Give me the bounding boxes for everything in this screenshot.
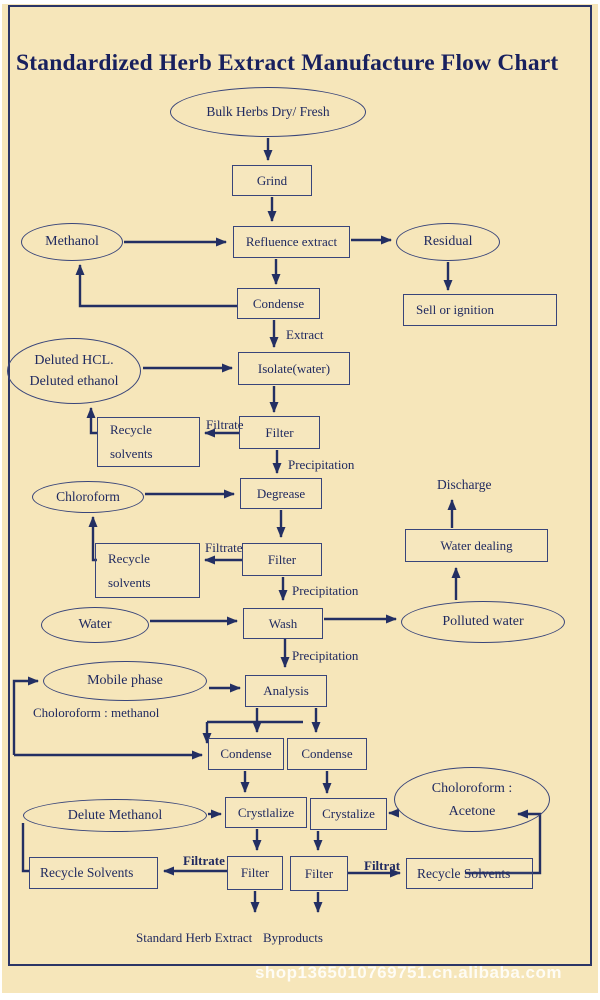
node-condense-right xyxy=(287,738,367,770)
node-condense-right-label: Condense xyxy=(301,746,353,761)
node-isolate-water-label: Isolate(water) xyxy=(257,360,331,376)
node-filter-2 xyxy=(242,543,322,576)
node-recycle-solvents-right-label: Recycle Solvents xyxy=(417,865,511,881)
node-condense-left xyxy=(208,738,284,770)
node-crystalize-right xyxy=(310,798,387,830)
node-recycle-solvents-1-line1: Recycle xyxy=(110,422,152,437)
node-grind-label: Grind xyxy=(256,172,288,188)
node-mobile-phase-note: Choloroform : methanol xyxy=(33,705,160,720)
node-recycle-solvents-2-line1: Recycle xyxy=(108,550,150,566)
node-residual xyxy=(396,223,500,261)
node-deluted-hcl-ethanol xyxy=(7,338,141,404)
node-filter-1-label: Filter xyxy=(265,424,294,440)
node-condense-1 xyxy=(237,288,320,319)
edge-label-filtrate-1: Filtrate xyxy=(206,417,244,432)
edge-label-extract: Extract xyxy=(286,327,324,342)
node-polluted-water-label: Polluted water xyxy=(442,614,524,629)
node-residual-label: Residual xyxy=(423,234,473,249)
node-recycle-solvents-2-line2: solvents xyxy=(108,574,151,590)
node-water-label: Water xyxy=(78,617,112,632)
node-degrease-label: Degrease xyxy=(256,485,306,501)
node-degrease xyxy=(240,478,322,509)
node-isolate-water xyxy=(238,352,350,385)
node-recycle-solvents-2 xyxy=(95,543,200,598)
node-recycle-solvents-left xyxy=(29,857,158,889)
node-recycle-solvents-left-label: Recycle Solvents xyxy=(40,865,134,880)
node-sell-or-ignition xyxy=(403,294,557,326)
node-discharge: Discharge xyxy=(437,477,492,492)
node-deluted-line2: Deluted ethanol xyxy=(29,374,119,389)
node-crystalize-left xyxy=(225,797,307,828)
node-condense-left-label: Condense xyxy=(220,746,272,761)
node-analysis xyxy=(245,675,327,707)
node-chloroform-acetone xyxy=(394,767,550,832)
node-filter-left-label: Filter xyxy=(240,865,270,880)
node-mobile-phase-label: Mobile phase xyxy=(87,673,163,688)
node-chloroform-label: Chloroform xyxy=(56,489,120,504)
node-filter-left xyxy=(227,856,283,890)
edge-label-precipitation-3: Precipitation xyxy=(292,648,359,663)
node-recycle-solvents-1-line2: solvents xyxy=(110,446,153,461)
node-deluted-line1: Deluted HCL. xyxy=(34,353,114,368)
edge-label-precipitation-2: Precipitation xyxy=(292,583,359,598)
node-wash xyxy=(243,608,323,639)
node-filter-2-label: Filter xyxy=(267,551,297,567)
node-grind xyxy=(232,165,312,196)
node-bulk-herbs-label: Bulk Herbs Dry/ Fresh xyxy=(206,104,330,119)
node-bulk-herbs xyxy=(170,87,366,137)
node-chloroform-acetone-line1: Choloroform : xyxy=(431,780,513,796)
node-delute-methanol xyxy=(23,799,207,832)
node-chloroform xyxy=(32,481,144,513)
edge-label-filtrat-4: Filtrat xyxy=(364,858,401,873)
edge-label-filtrate-2: Filtrate xyxy=(205,540,243,555)
node-delute-methanol-label: Delute Methanol xyxy=(67,807,163,823)
node-methanol xyxy=(21,223,123,261)
node-byproducts: Byproducts xyxy=(263,930,323,945)
node-water-dealing-label: Water dealing xyxy=(440,537,513,553)
node-refluence-extract xyxy=(233,226,350,258)
node-chloroform-acetone-line2: Acetone xyxy=(448,803,496,819)
edge-label-filtrate-3: Filtrate xyxy=(183,853,225,868)
node-recycle-solvents-right xyxy=(406,858,533,889)
node-water-dealing xyxy=(405,529,548,562)
node-water xyxy=(41,607,149,643)
page-title: Standardized Herb Extract Manufacture Flow Chart xyxy=(16,50,559,76)
node-sell-or-ignition-label: Sell or ignition xyxy=(416,302,494,317)
node-analysis-label: Analysis xyxy=(263,683,309,698)
node-filter-right-label: Filter xyxy=(304,865,334,881)
node-recycle-solvents-1 xyxy=(97,417,200,467)
node-standard-herb-extract: Standard Herb Extract xyxy=(136,930,253,945)
node-refluence-extract-label: Refluence extract xyxy=(245,234,338,249)
node-wash-label: Wash xyxy=(268,615,298,631)
node-methanol-label: Methanol xyxy=(45,234,99,249)
edge-label-precipitation-1: Precipitation xyxy=(288,457,355,472)
node-crystalize-left-label: Crystlalize xyxy=(237,804,295,820)
node-crystalize-right-label: Crystalize xyxy=(322,806,375,821)
node-condense-1-label: Condense xyxy=(252,295,305,311)
watermark-text: shop1365010769751.cn.alibaba.com xyxy=(254,963,562,982)
arrow-condense-to-methanol-loop xyxy=(80,265,237,306)
node-filter-1 xyxy=(239,416,320,449)
node-polluted-water xyxy=(401,601,565,643)
node-mobile-phase xyxy=(43,661,207,701)
node-filter-right xyxy=(290,856,348,891)
